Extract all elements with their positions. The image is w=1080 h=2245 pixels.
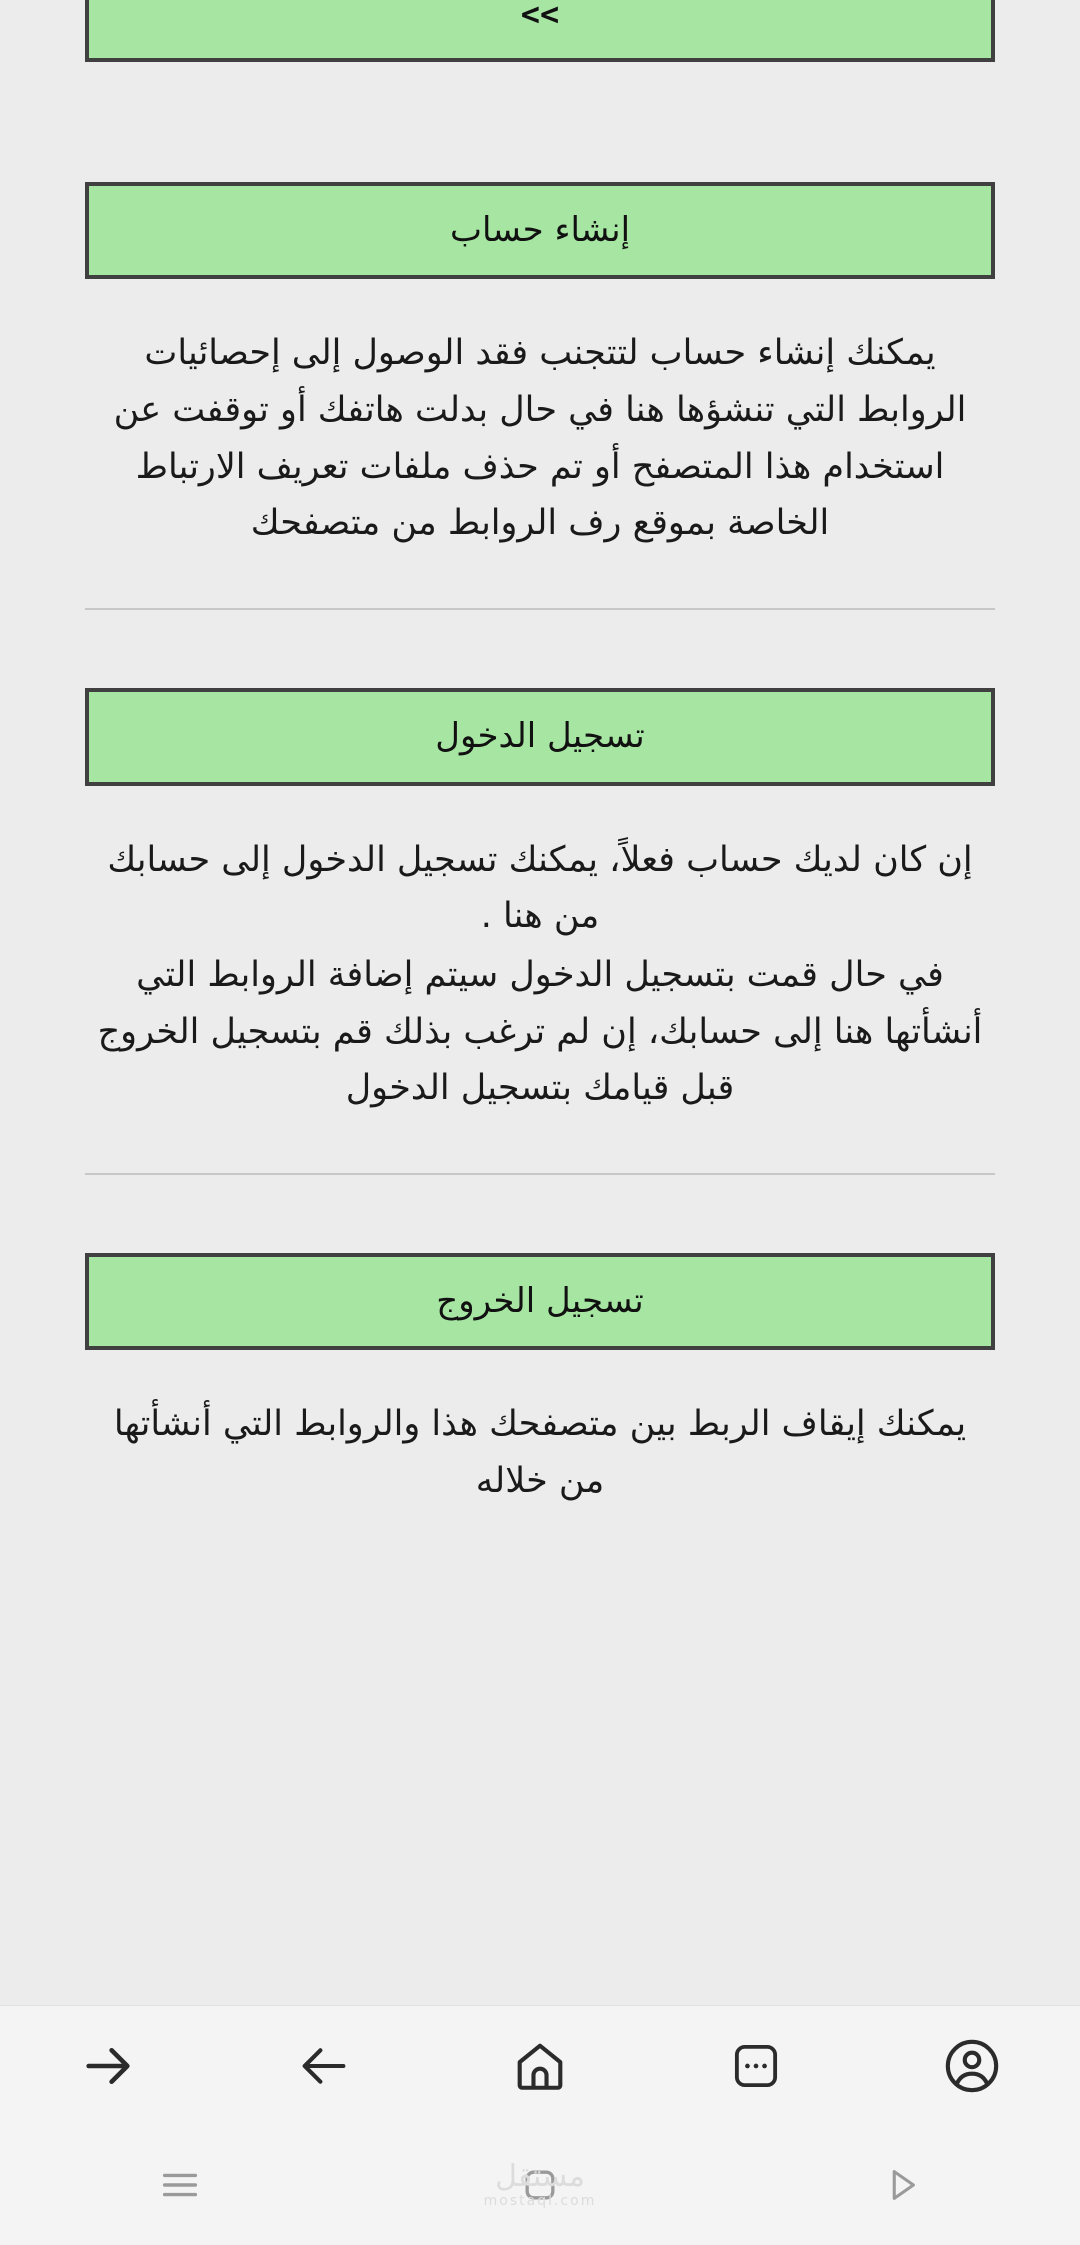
logout-section [85,1253,995,1510]
login-section [85,688,995,1175]
scroll-clipped-button-area [85,0,995,62]
browser-toolbar [0,2005,1080,2125]
create-account-section [85,182,995,610]
system-navbar [0,2125,1080,2245]
tabs-icon[interactable] [723,2033,789,2099]
back-triangle-icon[interactable] [870,2155,930,2215]
forward-arrow-icon[interactable] [75,2033,141,2099]
create-account-description: يمكنك إنشاء حساب لتتجنب فقد الوصول إلى إحصائيات الروابط التي تنشؤها هنا في حال بدلت هاتفك أو توقفت عن استخدام هذا المتصفح أو تم حذف ملفات تعريف الارتباط الخاصة بموقع رف الروابط من متصفحك [113,333,967,544]
logout-description: يمكنك إيقاف الربط بين متصفحك هذا والروابط التي أنشأتها من خلاله [113,1404,967,1502]
login-description-2: في حال قمت بتسجيل الدخول سيتم إضافة الروابط التي أنشأتها هنا إلى حسابك، إن لم ترغب بذلك قم بتسجيل الخروج قبل قيامك بتسجيل الدخول [97,954,983,1109]
home-icon[interactable] [507,2033,573,2099]
watermark-arabic: مستقل [495,2159,585,2194]
watermark-latin: mostaql.com [483,2193,597,2209]
home-square-icon[interactable] [510,2155,570,2215]
create-account-button[interactable]: إنشاء حساب [85,182,995,279]
login-description-1: إن كان لديك حساب فعلاً، يمكنك تسجيل الدخول إلى حسابك من هنا . [107,839,973,937]
login-button[interactable]: تسجيل الدخول [85,688,995,785]
logout-button[interactable]: تسجيل الخروج [85,1253,995,1350]
recents-menu-icon[interactable] [150,2155,210,2215]
back-arrow-icon[interactable] [291,2033,357,2099]
next-button[interactable]: >> [85,0,995,62]
profile-icon[interactable] [939,2033,1005,2099]
